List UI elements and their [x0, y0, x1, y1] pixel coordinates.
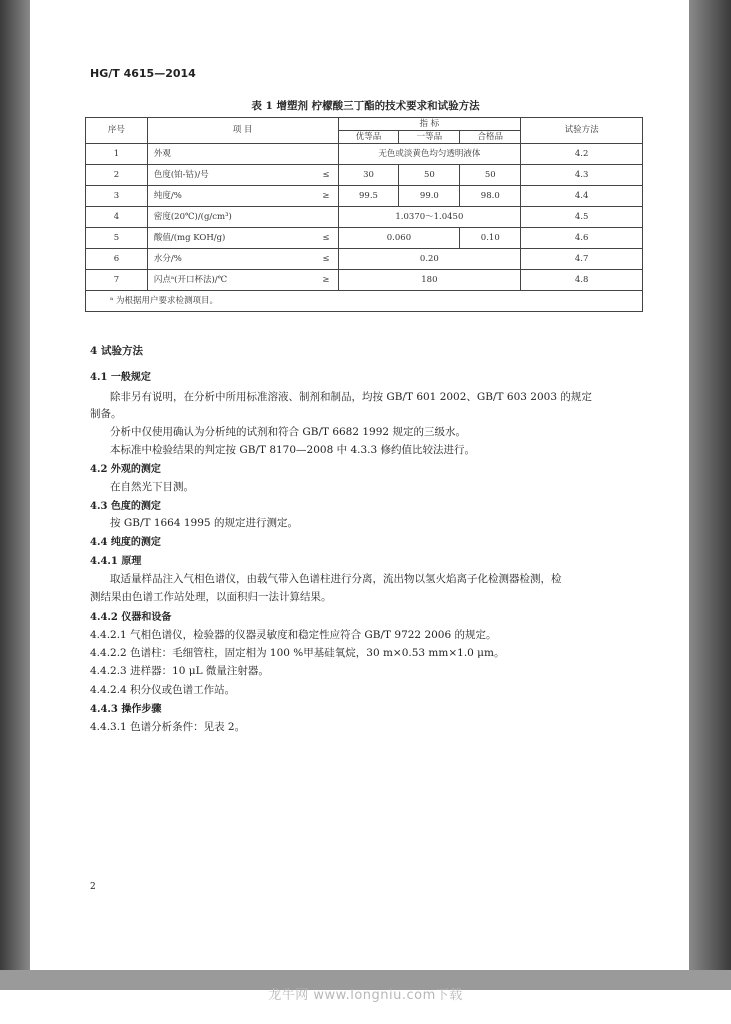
row-limit-symbol: ≥: [322, 274, 330, 285]
row-item: [147, 186, 338, 207]
table-row: [86, 249, 643, 270]
clause-4-4-2-1: 4.4.2.1 气相色谱仪，检验器的仪器灵敏度和稳定性应符合 GB/T 9722 2006 的规定。: [90, 629, 497, 641]
row-seq: 7: [86, 270, 148, 291]
clause-4-4-3-1: 4.4.3.1 色谱分析条件：见表 2。: [90, 721, 246, 733]
row-seq: 5: [86, 228, 148, 249]
row-seq: 3: [86, 186, 148, 207]
header-grade: 优等品: [338, 131, 399, 144]
section-4-4-title: 4.4 纯度的测定: [90, 537, 161, 548]
table-row: [86, 228, 643, 249]
paragraph-continuation: 制备。: [90, 408, 122, 420]
row-value: 99.0: [399, 186, 460, 207]
header-seq: 序号: [86, 118, 148, 144]
clause-4-4-2-2: 4.4.2.2 色谱柱：毛细管柱，固定相为 100 %甲基硅氧烷，30 m×0.53 mm×1.0 μm。: [90, 647, 505, 659]
row-value: 0.10: [460, 228, 521, 249]
row-value: 0.20: [338, 249, 521, 270]
row-item-label: 水分/%: [153, 253, 182, 264]
row-method: 4.6: [521, 228, 643, 249]
row-item: [147, 165, 338, 186]
viewer-frame-right: [689, 0, 731, 1024]
section-4-2-title: 4.2 外观的测定: [90, 464, 161, 475]
row-item-label: 酸值/(mg KOH/g): [153, 232, 226, 243]
row-item-label: 外观: [153, 148, 171, 159]
row-limit-symbol: ≥: [322, 190, 330, 201]
table-note: ᵃ 为根据用户要求检测项目。: [86, 291, 643, 312]
row-method: 4.7: [521, 249, 643, 270]
paragraph: 除非另有说明，在分析中所用标准溶液、制剂和制品，均按 GB/T 601 2002、GB/T 603 2003 的规定: [110, 391, 592, 403]
row-limit-symbol: ≤: [322, 169, 330, 180]
row-limit-symbol: ≤: [322, 253, 330, 264]
section-4-3-title: 4.3 色度的测定: [90, 501, 161, 512]
section-4-1-title: 4.1 一般规定: [90, 372, 151, 383]
row-value: 50: [399, 165, 460, 186]
row-method: 4.8: [521, 270, 643, 291]
section-4-4-3-title: 4.4.3 操作步骤: [90, 704, 162, 715]
table-note-row: [86, 291, 643, 312]
table-row: [86, 186, 643, 207]
viewer-frame-left: [0, 0, 30, 1024]
row-value: 30: [338, 165, 399, 186]
paragraph: 按 GB/T 1664 1995 的规定进行测定。: [110, 517, 298, 529]
row-method: 4.5: [521, 207, 643, 228]
row-item-label: 色度(铂-钴)/号: [153, 169, 209, 180]
row-method: 4.4: [521, 186, 643, 207]
paragraph-continuation: 测结果由色谱工作站处理，以面积归一法计算结果。: [90, 591, 332, 603]
table-caption: 表 1 增塑剂 柠檬酸三丁酯的技术要求和试验方法: [251, 100, 480, 112]
spec-table: [85, 117, 643, 312]
row-item: [147, 228, 338, 249]
section-4-4-2-title: 4.4.2 仪器和设备: [90, 612, 172, 623]
row-item-label: 纯度/%: [153, 190, 182, 201]
row-value: 0.060: [338, 228, 460, 249]
row-value: 无色或淡黄色均匀透明液体: [338, 144, 521, 165]
standard-number: HG/T 4615—2014: [90, 67, 196, 80]
row-seq: 6: [86, 249, 148, 270]
table-row: [86, 165, 643, 186]
header-grade: 合格品: [460, 131, 521, 144]
table-row: [86, 270, 643, 291]
header-grade: 一等品: [399, 131, 460, 144]
watermark: 龙牛网 www.longniu.com下载: [268, 988, 463, 1003]
row-value: 98.0: [460, 186, 521, 207]
table-row: [86, 144, 643, 165]
clause-4-4-2-3: 4.4.2.3 进样器：10 μL 微量注射器。: [90, 665, 269, 677]
row-limit-symbol: ≤: [322, 232, 330, 243]
paragraph: 在自然光下目测。: [110, 481, 194, 493]
row-value: 99.5: [338, 186, 399, 207]
row-item: [147, 207, 338, 228]
paragraph: 取适量样品注入气相色谱仪，由载气带入色谱柱进行分离，流出物以氢火焰离子化检测器检测，检: [110, 573, 562, 585]
row-seq: 2: [86, 165, 148, 186]
row-value: 180: [338, 270, 521, 291]
section-4-4-1-title: 4.4.1 原理: [90, 556, 142, 567]
header-method: 试验方法: [521, 118, 643, 144]
paragraph: 本标准中检验结果的判定按 GB/T 8170—2008 中 4.3.3 修约值比较法进行。: [110, 444, 475, 456]
header-index: 指 标: [338, 118, 521, 131]
row-seq: 1: [86, 144, 148, 165]
row-seq: 4: [86, 207, 148, 228]
header-item: 项 目: [147, 118, 338, 144]
row-item-label: 密度(20℃)/(g/cm³): [153, 211, 232, 222]
row-method: 4.3: [521, 165, 643, 186]
row-value: 50: [460, 165, 521, 186]
row-item: [147, 144, 338, 165]
row-value: 1.0370～1.0450: [338, 207, 521, 228]
section-4-title: 4 试验方法: [90, 345, 143, 357]
row-item-label: 闪点ᵃ(开口杯法)/℃: [153, 274, 228, 285]
table-row: [86, 207, 643, 228]
row-item: [147, 249, 338, 270]
page-number: 2: [90, 882, 96, 892]
paragraph: 分析中仅使用确认为分析纯的试剂和符合 GB/T 6682 1992 规定的三级水。: [110, 426, 466, 438]
clause-4-4-2-4: 4.4.2.4 积分仪或色谱工作站。: [90, 684, 236, 696]
row-item: [147, 270, 338, 291]
row-method: 4.2: [521, 144, 643, 165]
